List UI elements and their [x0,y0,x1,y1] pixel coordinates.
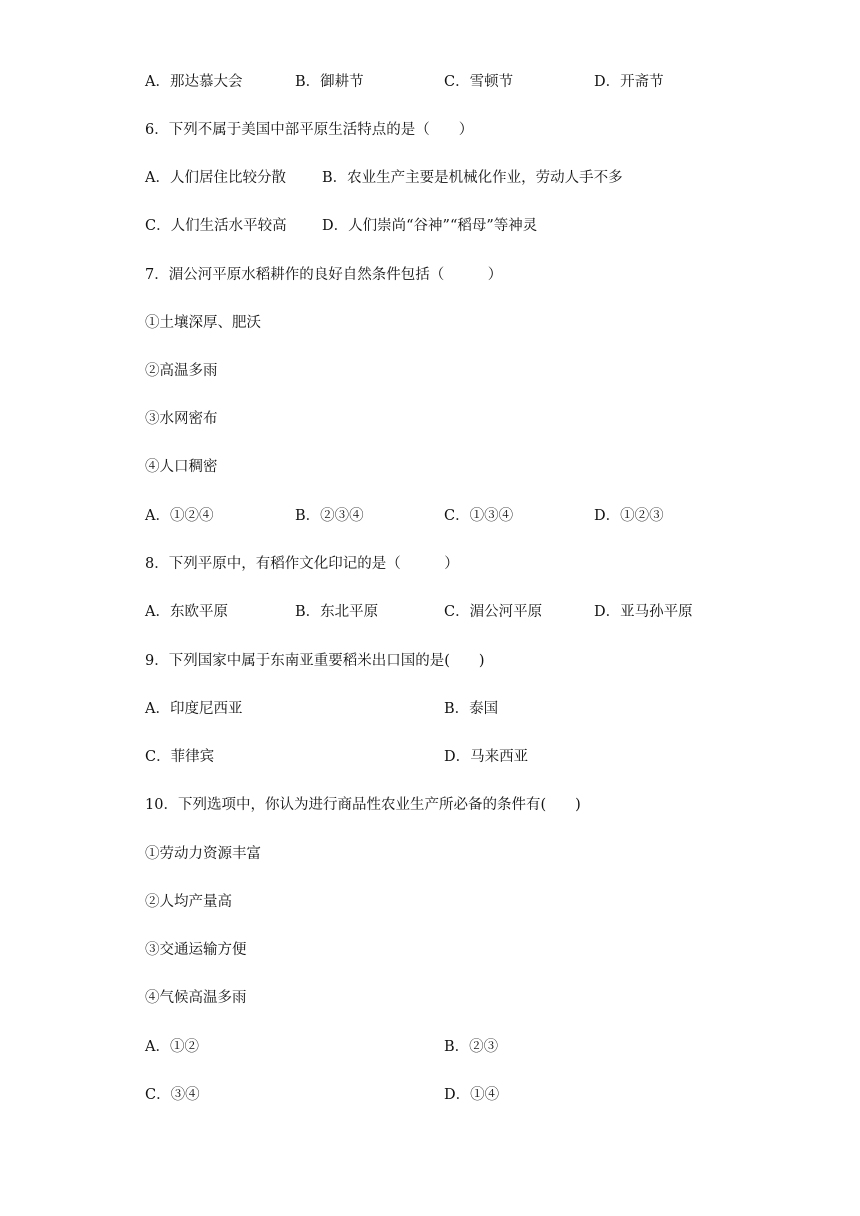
q10-option-a: A．①② [145,1039,199,1055]
q7-item-3: ③水网密布 [145,411,218,427]
q5-option-a: A．那达慕大会 [145,74,243,90]
q8-stem: 8．下列平原中，有稻作文化印记的是（ ） [145,556,459,572]
q10-option-d: D．①④ [444,1087,500,1103]
q7-item-4: ④人口稠密 [145,459,218,475]
q7-item-1: ①土壤深厚、肥沃 [145,315,261,331]
q9-option-a: A．印度尼西亚 [145,701,243,717]
q7-item-2: ②高温多雨 [145,363,218,379]
q8-option-d: D．亚马孙平原 [594,604,693,620]
q9-option-b: B．泰国 [444,701,499,717]
q6-option-b: B．农业生产主要是机械化作业，劳动人手不多 [322,170,623,186]
q6-option-d: D．人们崇尚“谷神”“稻母”等神灵 [322,218,538,234]
q7-stem: 7．湄公河平原水稻耕作的良好自然条件包括（ ） [145,267,503,283]
q6-option-a: A．人们居住比较分散 [145,170,286,186]
q10-option-c: C．③④ [145,1087,200,1103]
q6-stem: 6．下列不属于美国中部平原生活特点的是（ ） [145,122,474,138]
q10-item-1: ①劳动力资源丰富 [145,846,261,862]
q7-option-a: A．①②④ [145,508,214,524]
q9-option-c: C．菲律宾 [145,749,215,765]
q8-option-a: A．东欧平原 [145,604,228,620]
q10-item-2: ②人均产量高 [145,894,232,910]
q5-option-b: B．御耕节 [295,74,364,90]
q8-option-b: B．东北平原 [295,604,379,620]
q9-stem: 9．下列国家中属于东南亚重要稻米出口国的是( ) [145,653,485,669]
q9-option-d: D．马来西亚 [444,749,529,765]
q7-option-b: B．②③④ [295,508,364,524]
q7-option-c: C．①③④ [444,508,514,524]
q8-option-c: C．湄公河平原 [444,604,543,620]
q6-option-c: C．人们生活水平较高 [145,218,287,234]
q5-option-d: D．开斋节 [594,74,664,90]
q7-option-d: D．①②③ [594,508,664,524]
q10-option-b: B．②③ [444,1039,499,1055]
q5-option-c: C．雪顿节 [444,74,514,90]
q10-item-3: ③交通运输方便 [145,942,247,958]
q10-item-4: ④气候高温多雨 [145,990,247,1006]
q10-stem: 10．下列选项中，你认为进行商品性农业生产所必备的条件有( ) [145,797,581,813]
